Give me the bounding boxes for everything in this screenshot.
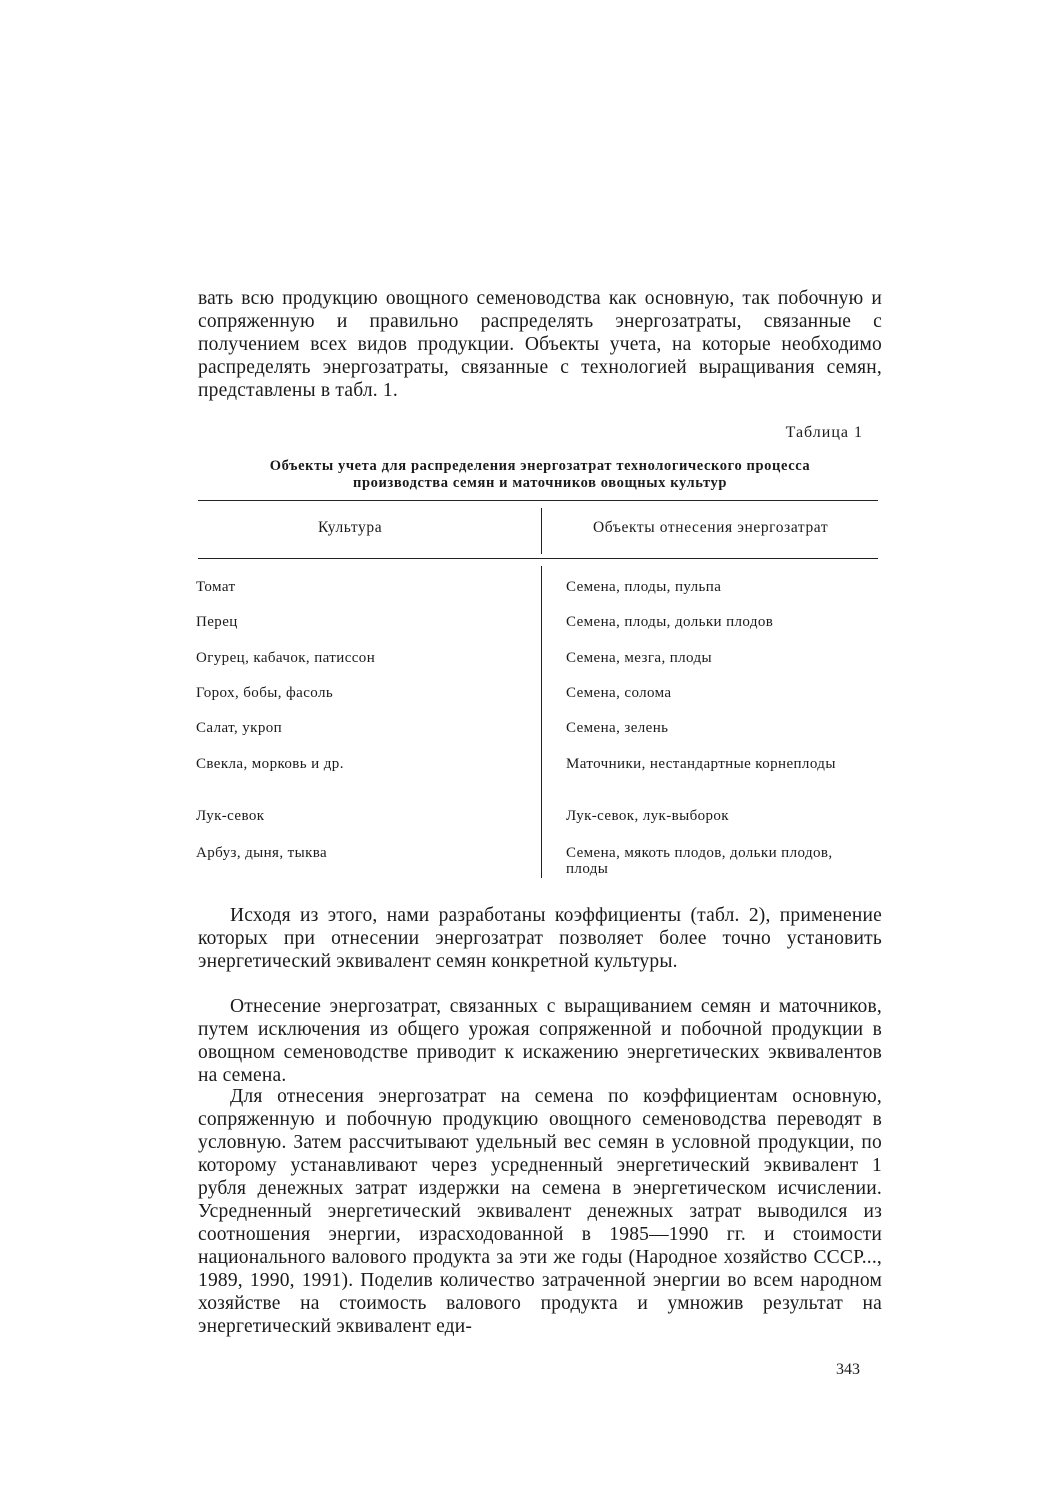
table-cell-crop: Перец	[196, 614, 238, 630]
column-header-crop: Культура	[318, 519, 383, 536]
table-header-rule	[198, 558, 878, 559]
table-cell-objects: Семена, плоды, дольки плодов	[566, 614, 774, 630]
table-caption-line-2: производства семян и маточников овощных культур	[353, 475, 727, 491]
table-cell-objects: Семена, зелень	[566, 720, 669, 736]
table-cell-objects: Семена, мякоть плодов, дольки плодов, плоды	[566, 845, 833, 877]
table-cell-crop: Огурец, кабачок, патиссон	[196, 650, 376, 666]
table-cell-crop: Горох, бобы, фасоль	[196, 685, 334, 701]
table-caption	[198, 458, 882, 492]
table-caption-line-1: Объекты учета для распределения энергозатрат технологического процесса	[269, 458, 811, 474]
page-number: 343	[836, 1361, 860, 1378]
table-cell-objects: Семена, солома	[566, 685, 672, 701]
intro-paragraph: вать всю продукцию овощного семеноводства как основную, так побочную и сопряженную и правильно распределять энергозатраты, связанные с получением всех видов продукции. Объекты учета, на которые необходимо распределять энергозатраты, связанные с технологией выращивания семян, представлены в табл. 1.	[198, 288, 882, 401]
table-cell-crop: Томат	[196, 579, 236, 595]
table-header-divider	[541, 508, 542, 554]
table-top-rule	[198, 500, 878, 501]
table-cell-objects: Семена, плоды, пульпа	[566, 579, 722, 595]
table-cell-objects: Семена, мезга, плоды	[566, 650, 713, 666]
paragraph-2: Отнесение энергозатрат, связанных с выращиванием семян и маточников, путем исключения из общего урожая сопряженной и побочной продукции в овощном семеноводстве приводит к искажению энергетических эквивалентов на семена.	[198, 996, 882, 1086]
table-label: Таблица 1	[785, 424, 863, 441]
table-cell-crop: Арбуз, дыня, тыква	[196, 845, 328, 861]
table-cell-crop: Салат, укроп	[196, 720, 283, 736]
table-cell-objects: Лук-севок, лук-выборок	[566, 808, 729, 824]
table-cell-crop: Лук-севок	[196, 808, 265, 824]
table-cell-objects: Маточники, нестандартные корнеплоды	[566, 756, 836, 772]
paragraph-1: Исходя из этого, нами разработаны коэффициенты (табл. 2), применение которых при отнесении энергозатрат позволяет более точно установить энергетический эквивалент семян конкретной культуры.	[198, 905, 882, 972]
column-header-objects: Объекты отнесения энергозатрат	[593, 519, 829, 536]
table-column-divider	[541, 566, 542, 878]
table-cell-crop: Свекла, морковь и др.	[196, 756, 344, 772]
paragraph-3: Для отнесения энергозатрат на семена по коэффициентам основную, сопряженную и побочную продукцию овощного семеноводства переводят в условную. Затем рассчитывают удельный вес семян в условной продукции, по которому устанавливают через усредненный энергетический эквивалент 1 рубля денежных затрат издержки на семена в энергетическом исчислении. Усредненный энергетический эквивалент денежных затрат выводился из соотношения энергии, израсходованной в 1985—1990 гг. и стоимости национального валового продукта за эти же годы (Народное хозяйство СССР..., 1989, 1990, 1991). Поделив количество затраченной энергии во всем народном хозяйстве на стоимость валового продукта и умножив результат на энергетический эквивалент еди-	[198, 1086, 882, 1337]
